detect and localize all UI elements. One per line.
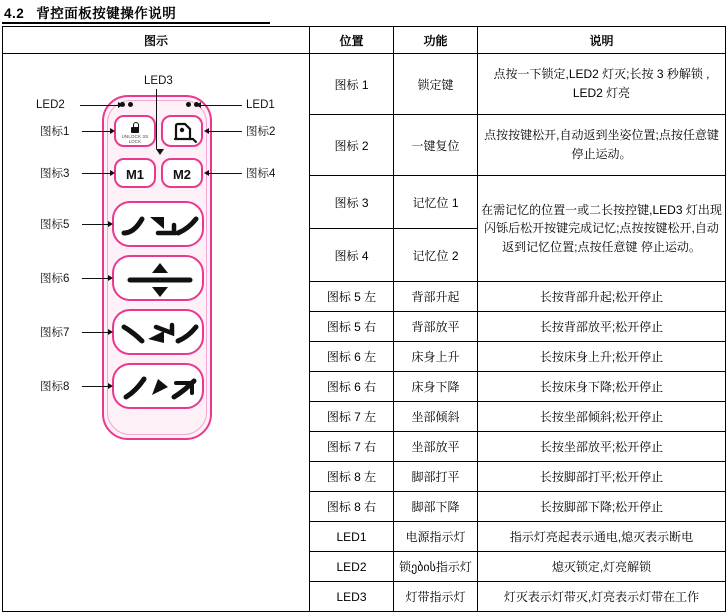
- position-cell: LED3: [310, 582, 394, 612]
- lock-button[interactable]: [114, 115, 156, 147]
- m2-label: M2: [172, 167, 192, 182]
- led2-indicator-dot-2: [128, 102, 133, 107]
- header-position: 位置: [310, 27, 394, 54]
- icon7-leader-arrow: [108, 329, 113, 335]
- reset-button[interactable]: [161, 115, 203, 147]
- m1-label: M1: [125, 167, 145, 182]
- callout-icon2: 图标2: [246, 126, 276, 138]
- position-cell: 图标 5 左: [310, 282, 394, 312]
- function-cell: 记忆位 2: [394, 229, 478, 282]
- position-cell: 图标 5 右: [310, 312, 394, 342]
- function-cell: 背部放平: [394, 312, 478, 342]
- callout-icon8: 图标8: [40, 381, 70, 393]
- position-cell: LED1: [310, 522, 394, 552]
- callout-led3: LED3: [144, 75, 173, 87]
- icon3-leader-line: [82, 173, 112, 174]
- icon1-leader-arrow: [110, 128, 115, 134]
- chair-reset-icon: [163, 117, 205, 149]
- led3-leader-line: [156, 89, 157, 149]
- leg-adjust-button[interactable]: [112, 363, 204, 409]
- function-cell: 床身上升: [394, 342, 478, 372]
- led1-leader-arrow: [196, 102, 201, 108]
- led2-leader-arrow: [118, 102, 123, 108]
- function-cell: 锁定键: [394, 54, 478, 115]
- table-header-row: [3, 27, 726, 54]
- header-figure: 图示: [3, 27, 310, 54]
- icon3-leader-arrow: [110, 170, 115, 176]
- callout-icon4: 图标4: [246, 168, 276, 180]
- callout-led2: LED2: [36, 99, 65, 111]
- seat-tilt-icon: [114, 311, 206, 357]
- icon1-leader-line: [82, 131, 112, 132]
- function-cell: 背部升起: [394, 282, 478, 312]
- memory-1-button[interactable]: [114, 158, 156, 188]
- heading-underline: [2, 22, 270, 24]
- position-cell: 图标 8 右: [310, 492, 394, 522]
- icon6-leader-arrow: [108, 275, 113, 281]
- description-cell: 熄灭锁定,灯亮解锁: [478, 552, 726, 582]
- callout-led1: LED1: [246, 99, 275, 111]
- description-cell: 长按背部升起;松开停止: [478, 282, 726, 312]
- lock-button-label: UNLOCK 3S LOCK: [121, 134, 149, 144]
- function-cell: 脚部打平: [394, 462, 478, 492]
- memory-2-button[interactable]: [161, 158, 203, 188]
- position-cell: 图标 2: [310, 115, 394, 176]
- icon8-leader-arrow: [108, 383, 113, 389]
- led2-leader-line: [80, 105, 120, 106]
- function-cell: 坐部放平: [394, 432, 478, 462]
- header-function: 功能: [394, 27, 478, 54]
- description-cell: 长按背部放平;松开停止: [478, 312, 726, 342]
- icon4-leader-arrow: [204, 170, 209, 176]
- description-cell: 长按脚部下降;松开停止: [478, 492, 726, 522]
- function-cell: 记忆位 1: [394, 176, 478, 229]
- position-cell: 图标 7 右: [310, 432, 394, 462]
- back-rise-icon: [114, 203, 206, 249]
- table-row: [3, 54, 726, 115]
- function-cell: 电源指示灯: [394, 522, 478, 552]
- icon2-leader-arrow: [204, 128, 209, 134]
- led1-leader-line: [198, 105, 242, 106]
- function-cell: 锁ების指示灯: [394, 552, 478, 582]
- description-cell: 点按一下锁定,LED2 灯灭;长按 3 秒解锁 , LED2 灯亮: [478, 54, 726, 115]
- icon2-leader-line: [206, 131, 242, 132]
- position-cell: 图标 7 左: [310, 402, 394, 432]
- function-cell: 床身下降: [394, 372, 478, 402]
- function-cell: 一键复位: [394, 115, 478, 176]
- leg-lower-icon: [114, 365, 206, 411]
- position-cell: 图标 8 左: [310, 462, 394, 492]
- led3-indicator-arrow: [156, 149, 164, 155]
- remote-diagram: [6, 73, 306, 592]
- function-cell: 坐部倾斜: [394, 402, 478, 432]
- position-cell: 图标 6 左: [310, 342, 394, 372]
- function-cell: 灯带指示灯: [394, 582, 478, 612]
- back-adjust-button[interactable]: [112, 201, 204, 247]
- icon7-leader-line: [82, 332, 110, 333]
- description-cell: 指示灯亮起表示通电,熄灭表示断电: [478, 522, 726, 552]
- position-cell: 图标 4: [310, 229, 394, 282]
- description-cell: 长按脚部打平;松开停止: [478, 462, 726, 492]
- callout-icon6: 图标6: [40, 273, 70, 285]
- icon8-leader-line: [82, 386, 110, 387]
- icon6-leader-line: [82, 278, 110, 279]
- position-cell: LED2: [310, 552, 394, 582]
- operation-table: [2, 26, 726, 612]
- description-cell: 长按坐部倾斜;松开停止: [478, 402, 726, 432]
- led1-indicator-dot: [186, 102, 191, 107]
- description-cell: 灯灭表示灯带灭,灯亮表示灯带在工作: [478, 582, 726, 612]
- seat-adjust-button[interactable]: [112, 309, 204, 355]
- icon4-leader-line: [206, 173, 242, 174]
- icon5-leader-line: [82, 224, 110, 225]
- description-cell: 点按按键松开,自动返到坐姿位置;点按任意键停止运动。: [478, 115, 726, 176]
- position-cell: 图标 3: [310, 176, 394, 229]
- callout-icon1: 图标1: [40, 126, 70, 138]
- position-cell: 图标 6 右: [310, 372, 394, 402]
- figure-cell: [3, 54, 310, 612]
- function-cell: 脚部下降: [394, 492, 478, 522]
- icon5-leader-arrow: [108, 221, 113, 227]
- description-cell: 长按床身上升;松开停止: [478, 342, 726, 372]
- header-description: 说明: [478, 27, 726, 54]
- section-heading: [4, 2, 176, 22]
- section-number: 4.2: [4, 6, 25, 21]
- bed-up-down-icon: [114, 257, 206, 303]
- callout-icon7: 图标7: [40, 327, 70, 339]
- bed-height-button[interactable]: [112, 255, 204, 301]
- callout-icon3: 图标3: [40, 168, 70, 180]
- section-title: 背控面板按键操作说明: [36, 6, 177, 21]
- lock-icon: [131, 122, 139, 133]
- description-cell: 长按床身下降;松开停止: [478, 372, 726, 402]
- description-cell: 在需记忆的位置一或二长按控键,LED3 灯出现闪铄后松开按键完成记忆;点按按键松开,自动返到记忆位置;点按任意键 停止运动。: [478, 176, 726, 282]
- description-cell: 长按坐部放平;松开停止: [478, 432, 726, 462]
- callout-icon5: 图标5: [40, 219, 70, 231]
- position-cell: 图标 1: [310, 54, 394, 115]
